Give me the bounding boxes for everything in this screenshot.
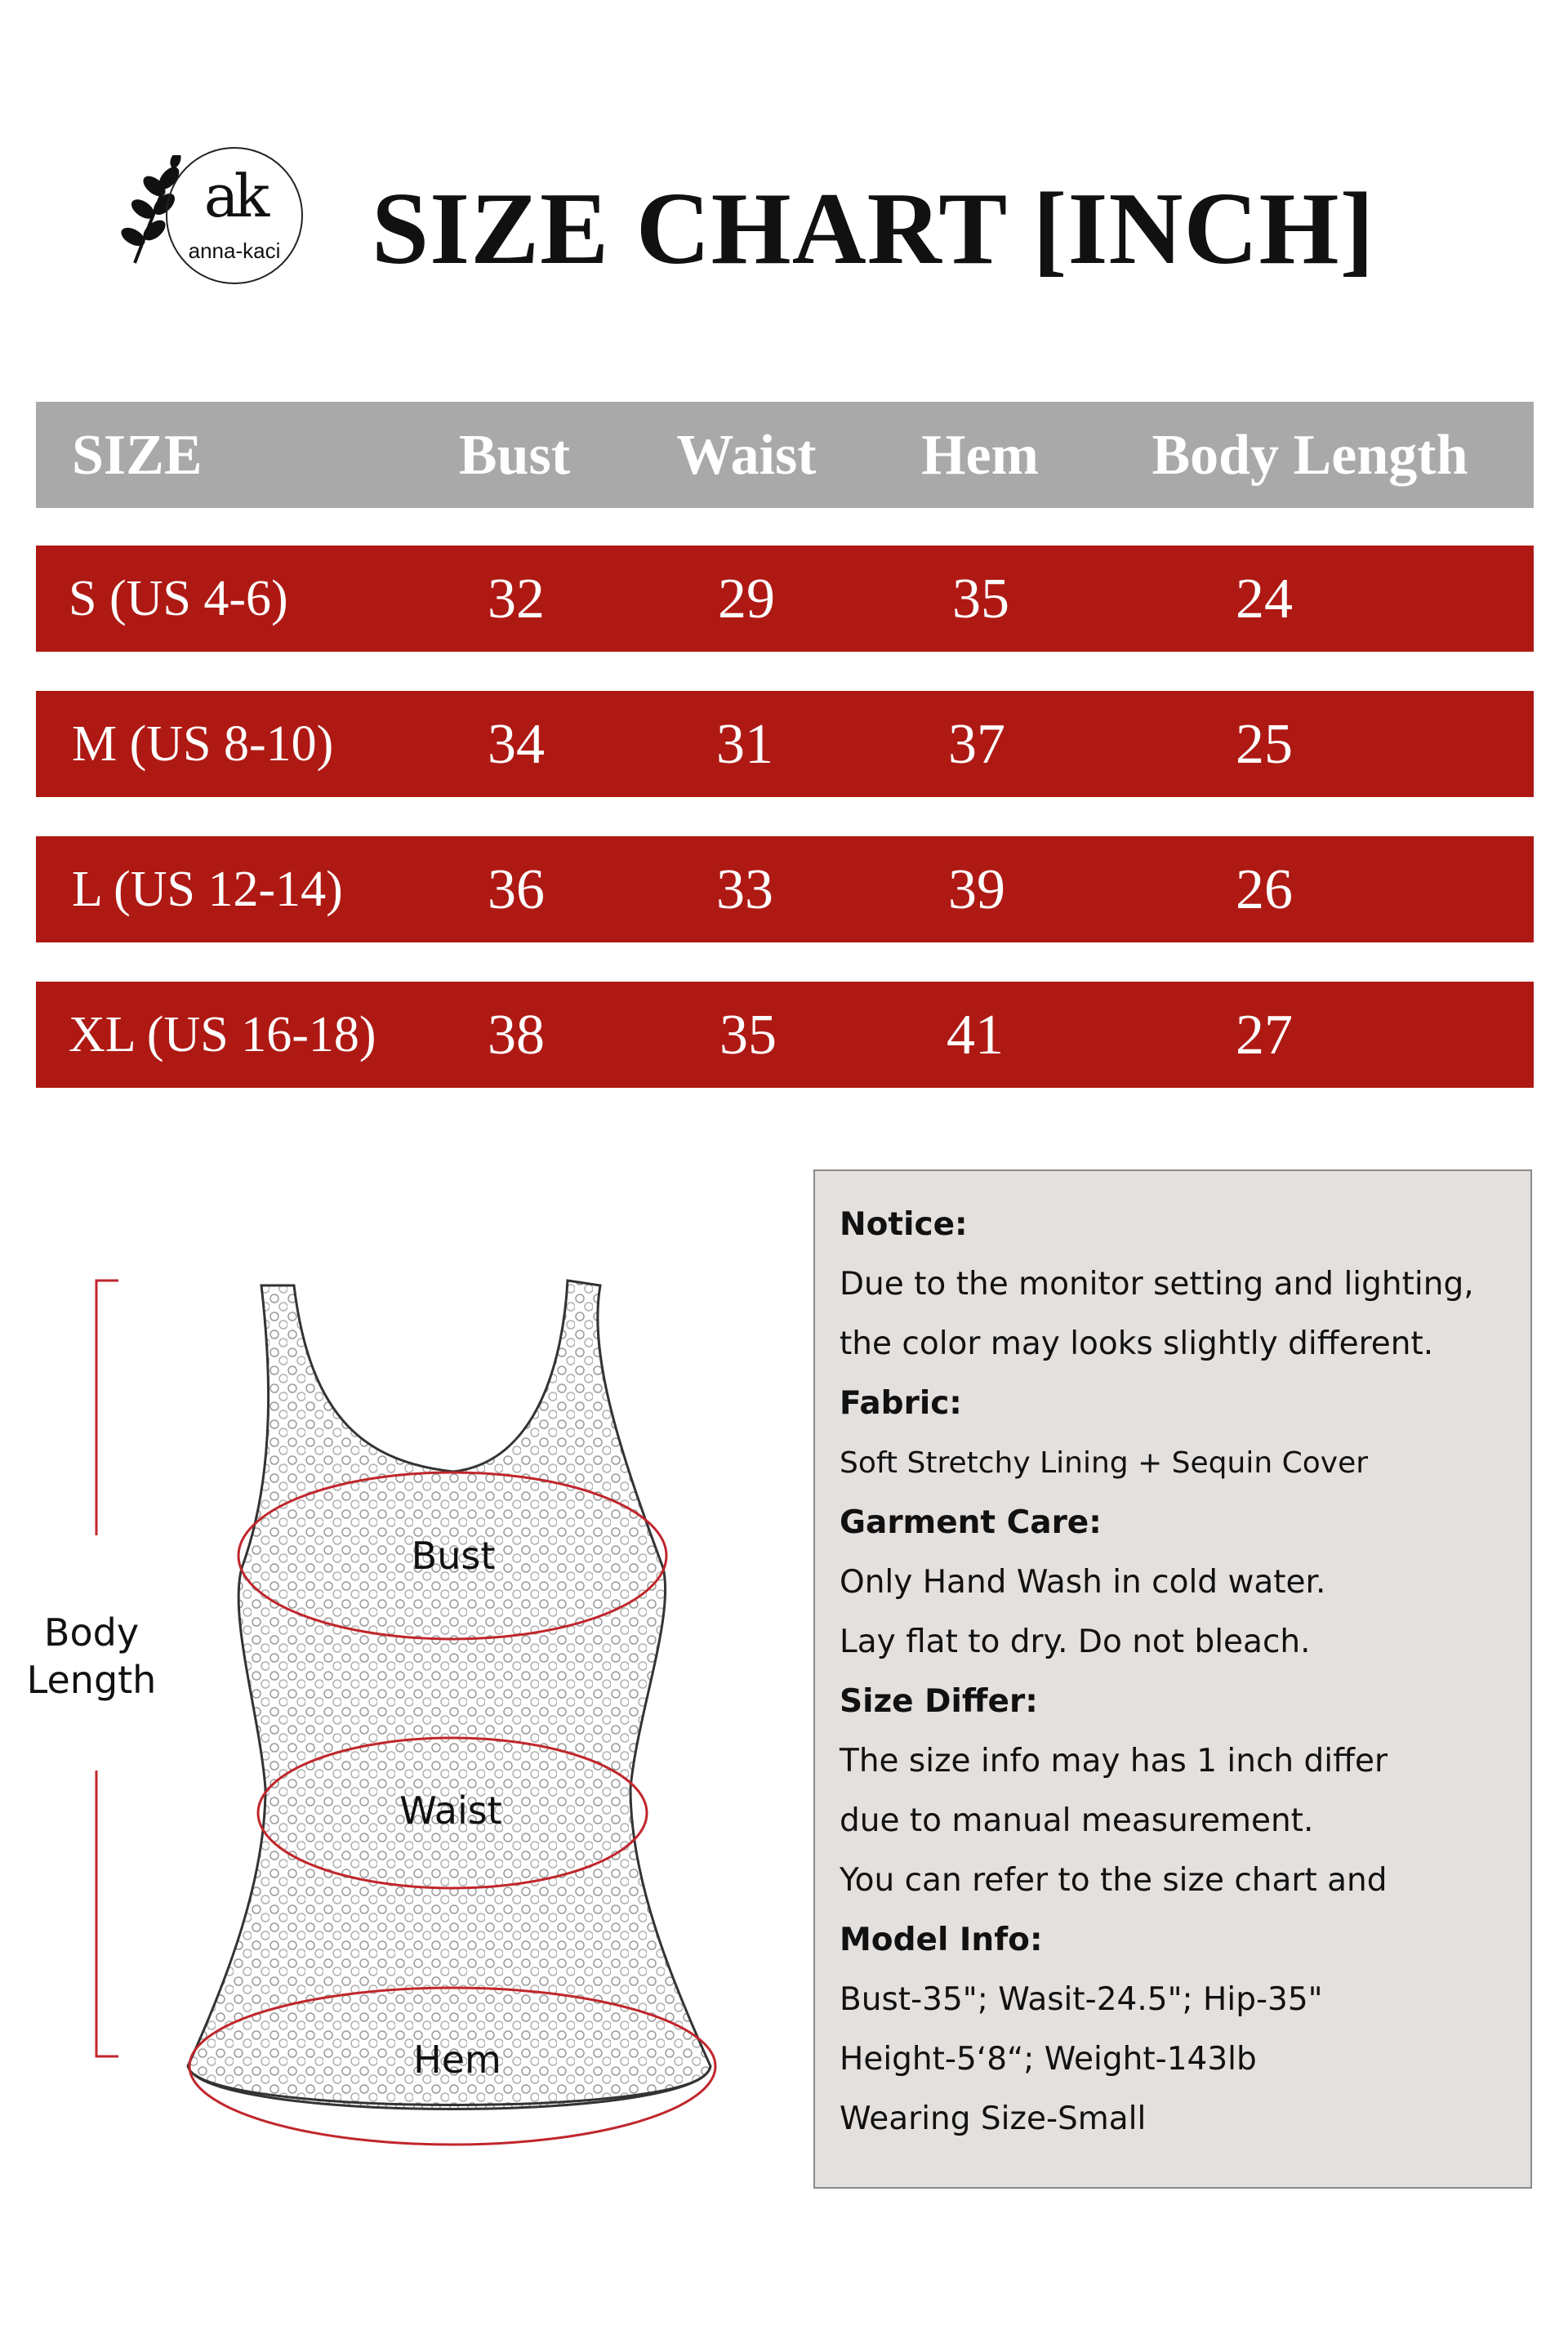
- fabric-heading: Fabric:: [840, 1385, 962, 1422]
- size-differ-text: You can refer to the size chart and: [840, 1862, 1388, 1899]
- model-info-heading: Model Info:: [840, 1922, 1043, 1958]
- cell-waist: 33: [716, 858, 773, 921]
- cell-hem: 35: [952, 568, 1009, 630]
- body-length-label: [27, 1609, 157, 1704]
- cell-body-length: 26: [1236, 858, 1293, 921]
- body-length-label-line2: Length: [26, 1658, 157, 1702]
- page-title: SIZE CHART [INCH]: [372, 172, 1375, 286]
- cell-hem: 41: [947, 1004, 1004, 1067]
- hem-label: Hem: [413, 2038, 501, 2082]
- care-text: Only Hand Wash in cold water.: [840, 1564, 1326, 1601]
- cell-size: S (US 4-6): [69, 571, 288, 626]
- size-differ-text: due to manual measurement.: [840, 1802, 1314, 1839]
- notice-text: the color may looks slightly different.: [840, 1325, 1434, 1362]
- cell-body-length: 24: [1236, 568, 1293, 630]
- logo-monogram: ak: [203, 162, 265, 230]
- cell-waist: 29: [718, 568, 775, 630]
- size-differ-heading: Size Differ:: [840, 1683, 1038, 1720]
- cell-bust: 32: [488, 568, 545, 630]
- cell-body-length: 27: [1236, 1004, 1293, 1067]
- model-info-text: Bust-35"; Wasit-24.5"; Hip-35": [840, 1981, 1323, 2018]
- cell-size: XL (US 16-18): [69, 1007, 376, 1062]
- table-row: [36, 982, 1534, 1088]
- header-waist: Waist: [676, 424, 817, 487]
- care-heading: Garment Care:: [840, 1504, 1102, 1541]
- cell-size: L (US 12-14): [72, 862, 343, 917]
- header-body-length: Body Length: [1152, 424, 1468, 487]
- table-row: [36, 836, 1534, 942]
- cell-bust: 34: [488, 713, 545, 776]
- logo-brand-name: anna-kaci: [188, 238, 281, 263]
- measurement-diagram: [0, 1258, 784, 2205]
- table-row: [36, 691, 1534, 797]
- cell-hem: 39: [948, 858, 1005, 921]
- cell-size: M (US 8-10): [72, 716, 334, 772]
- model-info-text: Height-5‘8“; Weight-143lb: [840, 2041, 1257, 2078]
- notice-heading: Notice:: [840, 1206, 968, 1243]
- cell-waist: 31: [716, 713, 773, 776]
- brand-logo: [118, 147, 332, 286]
- cell-hem: 37: [948, 713, 1005, 776]
- body-length-label-line1: Body: [43, 1610, 140, 1655]
- cell-bust: 38: [488, 1004, 545, 1067]
- cell-bust: 36: [488, 858, 545, 921]
- fabric-text: Soft Stretchy Lining + Sequin Cover: [840, 1446, 1369, 1480]
- header-bust: Bust: [458, 424, 571, 487]
- cell-body-length: 25: [1236, 713, 1293, 776]
- header-size: SIZE: [72, 424, 203, 487]
- notice-panel: [813, 1169, 1532, 2189]
- waist-label: Waist: [399, 1788, 502, 1833]
- notice-text: Due to the monitor setting and lighting,: [840, 1266, 1474, 1303]
- table-row: [36, 546, 1534, 652]
- bust-label: Bust: [411, 1534, 496, 1578]
- cell-waist: 35: [719, 1004, 777, 1067]
- size-differ-text: The size info may has 1 inch differ: [840, 1743, 1388, 1780]
- table-header: [36, 402, 1534, 508]
- care-text: Lay flat to dry. Do not bleach.: [840, 1624, 1311, 1660]
- header-hem: Hem: [921, 424, 1039, 487]
- model-info-text: Wearing Size-Small: [840, 2100, 1147, 2137]
- sequin-tank-top-icon: [0, 1258, 784, 2205]
